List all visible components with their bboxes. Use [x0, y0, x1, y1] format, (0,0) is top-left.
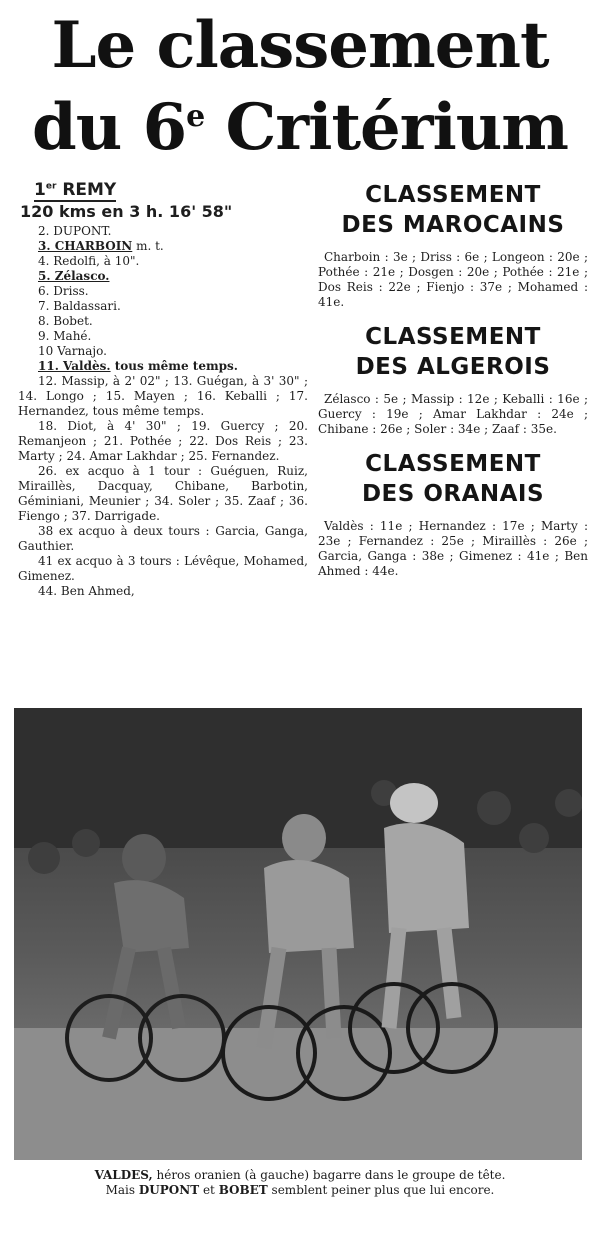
ranking-item: 10 Varnajo.: [38, 343, 107, 358]
ranking-item: 7. Baldassari.: [38, 298, 121, 313]
ranking-paragraph: 18. Diot, à 4' 30" ; 19. Guercy ; 20. Remanjeon ; 21. Pothée ; 22. Dos Reis ; 23. Marty ; 24. Amar Lakhdar ; 25. Fernandez.: [18, 418, 308, 463]
ranking-item: 5. Zélasco.: [38, 268, 110, 283]
winner-name: REMY: [62, 179, 117, 200]
winner-time: 120 kms en 3 h. 16' 58": [20, 201, 233, 221]
ranking-item: 9. Mahé.: [38, 328, 92, 343]
cyclists-photo: [14, 708, 582, 1160]
ranking-paragraph: 44. Ben Ahmed,: [38, 583, 135, 598]
caption-valdes: VALDES,: [94, 1168, 153, 1182]
headline-line-1: Le classement: [51, 8, 549, 83]
headline-criterium: Critérium: [204, 90, 568, 165]
ranking-paragraph: 41 ex acquo à 3 tours : Lévêque, Mohamed, Gimenez.: [18, 553, 308, 583]
ranking-item: 2. DUPONT.: [38, 223, 112, 238]
headline-du-6: du 6: [32, 90, 187, 165]
cyclists-photo-illustration: [14, 708, 582, 1160]
ranking-paragraph: 26. ex acquo à 1 tour : Guéguen, Ruiz, Miraillès, Dacquay, Chibane, Barbotin, Géminiani, Meunier ; 34. Soler ; 35. Zaaf ; 36. Fiengo ; 37. Darrigade.: [18, 463, 308, 523]
photo-caption: [20, 1168, 580, 1198]
caption-dupont: DUPONT: [138, 1183, 200, 1197]
ranking-paragraph: 12. Massip, à 2' 02" ; 13. Guégan, à 3' 30" ; 14. Longo ; 15. Mayen ; 16. Keballi ; 17. Hernandez, tous même temps.: [18, 373, 308, 418]
caption-bobet: BOBET: [218, 1183, 268, 1197]
ranking-paragraph: 38 ex acquo à deux tours : Garcia, Ganga, Gauthier.: [18, 523, 308, 553]
regional-rankings-column: [318, 180, 588, 591]
section-oranais: [318, 449, 588, 579]
section-title: CLASSEMENT DES ORANAIS: [361, 451, 545, 507]
section-body: Valdès : 11e ; Hernandez : 17e ; Marty : 23e ; Fernandez : 25e ; Miraillès : 26e ; Garcia, Ganga : 38e ; Gimenez : 41e ; Ben Ahmed : 44e.: [318, 519, 588, 578]
top-ranking-list: [18, 224, 308, 374]
winner-ordinal-sup: er: [45, 181, 57, 191]
winner-ordinal: 1: [34, 179, 46, 200]
ranking-item: 11. Valdès. tous même temps.: [38, 358, 238, 373]
section-body: Zélasco : 5e ; Massip : 12e ; Keballi : 16e ; Guercy : 19e ; Amar Lakhdar : 24e ; Chibane : 26e ; Soler : 34e ; Zaaf : 35e.: [318, 392, 588, 436]
general-ranking-column: [18, 176, 308, 599]
headline-superscript: e: [186, 99, 205, 134]
ranking-item: 3. CHARBOIN m. t.: [38, 238, 164, 253]
ranking-item: 6. Driss.: [38, 283, 89, 298]
section-title: CLASSEMENT DES ALGEROIS: [355, 324, 551, 380]
caption-line-1-text: héros oranien (à gauche) bagarre dans le groupe de tête.: [152, 1168, 506, 1182]
section-title: CLASSEMENT DES MAROCAINS: [341, 182, 565, 238]
caption-line-2: Mais DUPONT et BOBET semblent peiner plus que lui encore.: [105, 1183, 495, 1197]
headline-line-2: [0, 90, 600, 165]
caption-line-1: [20, 1168, 580, 1183]
section-body: Charboin : 3e ; Driss : 6e ; Longeon : 20e ; Pothée : 21e ; Dosgen : 20e ; Pothée : 21e ; Dos Reis : 22e ; Fienjo : 37e ; Mohamed : 41e.: [318, 250, 588, 309]
winner-label: [34, 180, 116, 202]
section-marocains: [318, 180, 588, 310]
section-algerois: [318, 322, 588, 437]
ranking-item: 8. Bobet.: [38, 313, 93, 328]
winner-line: [34, 176, 308, 200]
ranking-item: 4. Redolfi, à 10".: [38, 253, 140, 268]
